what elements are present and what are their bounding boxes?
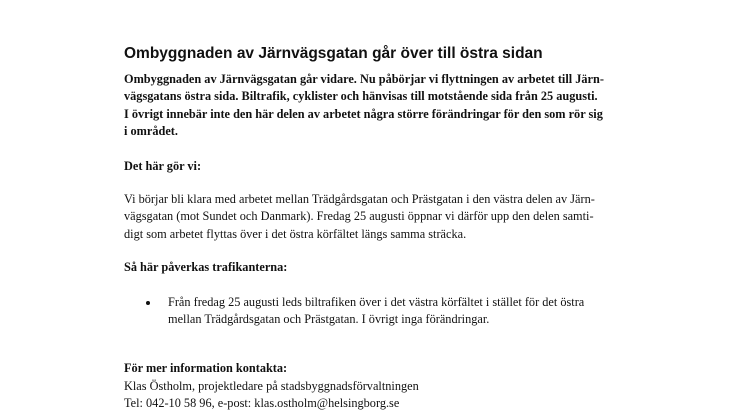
lead-line: vägsgatans östra sida. Biltrafik, cyklister och hänvisas till motstående sida från 25 augusti. xyxy=(124,89,598,104)
bullet-list xyxy=(124,294,644,329)
lead-line: i området. xyxy=(124,124,178,139)
body-line: vägsgatan (mot Sundet och Danmark). Fredag 25 augusti öppnar vi därför upp den delen samti- xyxy=(124,209,594,224)
bullet-icon xyxy=(146,301,150,305)
body-line: digt som arbetet flyttas över i det östra körfältet längs samma sträcka. xyxy=(124,226,467,241)
bullet-text xyxy=(168,294,644,329)
bullet-line: Från fredag 25 augusti leds biltrafiken över i det västra körfältet i stället för det östra xyxy=(168,294,585,309)
page-title: Ombyggnaden av Järnvägsgatan går över till östra sidan xyxy=(124,45,543,62)
contact-phone-line xyxy=(124,395,644,412)
body-paragraph xyxy=(124,191,644,243)
section-heading-impact: Så här påverkas trafikanterna: xyxy=(124,260,288,275)
document-page xyxy=(124,44,644,413)
section-heading-what: Det här gör vi: xyxy=(124,158,202,173)
lead-line: I övrigt innebär inte den här delen av arbetet några större förändringar för den som rör sig xyxy=(124,106,603,121)
list-item xyxy=(124,294,644,329)
contact-block xyxy=(124,360,644,412)
lead-paragraph xyxy=(124,71,644,141)
contact-heading: För mer information kontakta: xyxy=(124,361,288,376)
contact-phone: Tel: 042-10 58 96, e-post: xyxy=(124,396,255,411)
body-line: Vi börjar bli klara med arbetet mellan Trädgårdsgatan och Prästgatan i den västra delen av Järn- xyxy=(124,192,595,207)
contact-email-link[interactable]: klas.ostholm@helsingborg.se xyxy=(254,396,400,411)
contact-name: Klas Östholm, projektledare på stadsbyggnadsförvaltningen xyxy=(124,378,419,393)
bullet-line: mellan Trädgårdsgatan och Prästgatan. I övrigt inga förändringar. xyxy=(168,312,490,327)
lead-line: Ombyggnaden av Järnvägsgatan går vidare. Nu påbörjar vi flyttningen av arbetet till Järn- xyxy=(124,72,604,86)
